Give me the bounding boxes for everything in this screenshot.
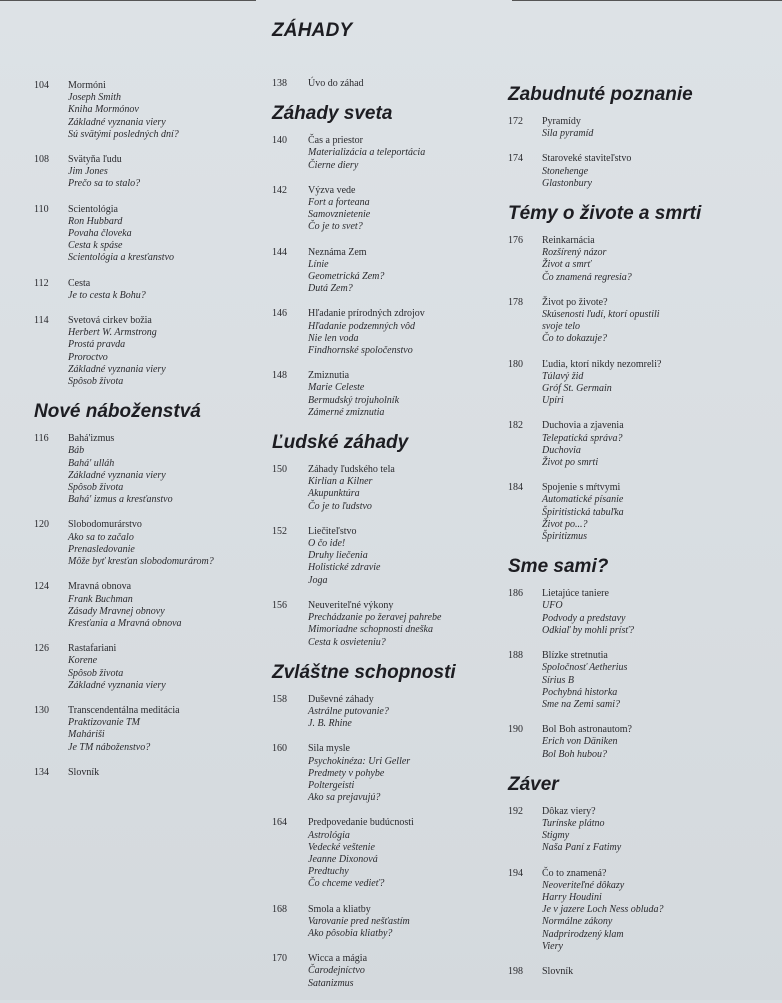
subtopic: Čo chceme vedieť? — [308, 878, 385, 890]
subtopic: Život a smrť — [542, 259, 592, 271]
subtopic: Automatické písanie — [542, 494, 624, 506]
subtopic: Erich von Däniken — [542, 736, 618, 748]
top-rule-left — [0, 0, 256, 1]
subtopic: Astrológia — [308, 829, 350, 841]
subtopic: Sme na Zemi sami? — [542, 698, 621, 710]
chapter-title: Sila mysle — [308, 743, 350, 755]
subtopic: Druhy liečenia — [308, 550, 368, 562]
subtopic: Astrálne putovanie? — [308, 705, 389, 717]
subtopic: Vedecké veštenie — [308, 841, 375, 853]
chapter-title: Svetová cirkev božia — [68, 315, 152, 327]
chapter-title: Zmiznutia — [308, 370, 350, 382]
subtopic: Cesta k spáse — [68, 240, 123, 252]
subtopic: Kirlian a Kilner — [308, 476, 373, 488]
chapter-title: Slobodomurárstvo — [68, 519, 142, 531]
subtopic: Život po...? — [542, 518, 588, 530]
toc-entry — [508, 153, 748, 190]
subtopic: Ron Hubbard — [68, 215, 123, 227]
page-number: 110 — [34, 203, 49, 215]
page-number: 170 — [272, 953, 287, 965]
subtopic: Čo to dokazuje? — [542, 333, 607, 345]
page-number: 158 — [272, 693, 287, 705]
page-title: ZÁHADY — [272, 20, 353, 41]
toc-entry — [272, 953, 504, 990]
page-number: 176 — [508, 235, 523, 247]
subtopic: Základné vyznania viery — [68, 363, 166, 375]
subtopic: Túlavý žid — [542, 370, 584, 382]
toc-entry — [508, 116, 748, 140]
page-number: 146 — [272, 308, 287, 320]
subtopic: Normálne zákony — [542, 916, 613, 928]
chapter-title: Ľudia, ktorí nikdy nezomreli? — [542, 358, 662, 370]
page-number: 178 — [508, 296, 523, 308]
page-number: 150 — [272, 464, 287, 476]
chapter-title: Predpovedanie budúcnosti — [308, 817, 414, 829]
column-2 — [272, 78, 504, 1003]
subtopic: Naša Paní z Fatimy — [542, 842, 622, 854]
subtopic: Holistické zdravie — [308, 562, 381, 574]
subtopic: Podvody a predstavy — [542, 612, 626, 624]
subtopic: Kresťania a Mravná obnova — [68, 617, 182, 629]
toc-entry — [272, 526, 504, 587]
subtopic: Jim Jones — [68, 166, 108, 178]
chapter-title: Svätyňa ľudu — [68, 154, 122, 166]
toc-entry — [508, 868, 748, 953]
subtopic: Bahá' izmus a kresťanstvo — [68, 494, 173, 506]
page-number: 164 — [272, 817, 287, 829]
toc-entry — [34, 433, 264, 506]
toc-entry — [34, 80, 264, 141]
page-number: 188 — [508, 650, 523, 662]
subtopic: Viery — [542, 940, 563, 952]
subtopic: Korene — [68, 655, 98, 667]
subtopic: Satanizmus — [308, 977, 354, 989]
subtopic: Sú svätými posledných dní? — [68, 128, 179, 140]
toc-entry — [34, 154, 264, 191]
subtopic: Glastonbury — [542, 177, 592, 189]
toc-entry — [272, 185, 504, 234]
subtopic: Rozšírený názor — [542, 247, 607, 259]
chapter-title: Lietajúce taniere — [542, 588, 609, 600]
chapter-title: Bol Boh astronautom? — [542, 724, 632, 736]
page-number: 138 — [272, 78, 287, 89]
chapter-title: Wicca a mágia — [308, 953, 368, 965]
subtopic: Akupunktúra — [308, 488, 360, 500]
chapter-title: Mravná obnova — [68, 581, 132, 593]
subtopic: Marie Celeste — [308, 382, 365, 394]
toc-entry — [34, 519, 264, 568]
section-heading: Zabudnuté poznanie — [508, 84, 693, 105]
chapter-title: Čas a priestor — [308, 135, 363, 147]
chapter-title: Staroveké staviteľstvo — [542, 153, 632, 165]
subtopic: Je v jazere Loch Ness obluda? — [542, 904, 664, 916]
subtopic: Bahá' ulláh — [68, 457, 115, 469]
toc-entry — [508, 297, 748, 346]
subtopic: Spôsob života — [68, 376, 124, 388]
page-number: 194 — [508, 867, 523, 879]
toc-entry — [272, 370, 504, 419]
toc-entry — [272, 743, 504, 804]
subtopic: Bol Boh hubou? — [542, 748, 607, 760]
subtopic: Prechádzanie po žeravej pahrebe — [308, 612, 442, 624]
subtopic: Geometrická Zem? — [308, 271, 385, 283]
page-number: 190 — [508, 724, 523, 736]
subtopic: Psychokinéza: Uri Geller — [308, 755, 411, 767]
chapter-title: Výzva vede — [308, 184, 356, 196]
page-number: 148 — [272, 370, 287, 382]
column-3 — [508, 72, 748, 991]
chapter-title: Pyramídy — [542, 116, 581, 127]
chapter-title: Čo to znamená? — [542, 867, 607, 879]
page-number: 168 — [272, 903, 287, 915]
subtopic: Prečo sa to stalo? — [68, 178, 141, 190]
subtopic: Varovanie pred nešťastím — [308, 915, 410, 927]
chapter-title: Spojenie s mŕtvymi — [542, 482, 621, 494]
subtopic: Proroctvo — [68, 351, 108, 363]
subtopic: Praktizovanie TM — [68, 717, 140, 729]
subtopic: Materializácia a teleportácia — [308, 147, 426, 159]
top-rule-right — [512, 0, 782, 1]
subtopic: Základné vyznania viery — [68, 116, 166, 128]
section-heading: Nové náboženstvá — [34, 401, 201, 423]
subtopic: Turínske plátno — [542, 817, 605, 829]
subtopic: Sírius B — [542, 674, 574, 686]
page-number: 104 — [34, 80, 49, 91]
column-1 — [34, 80, 264, 792]
section-heading: Záver — [508, 773, 559, 795]
subtopic: Čo je to svet? — [308, 221, 363, 233]
chapter-title: Bahá'izmus — [68, 433, 115, 445]
subtopic: O čo ide! — [308, 538, 346, 550]
toc-entry — [34, 278, 264, 302]
subtopic: Upíri — [542, 395, 564, 407]
subtopic: Spoločnosť Aetherius — [542, 662, 628, 674]
page-number: 120 — [34, 519, 49, 531]
page-number: 112 — [34, 277, 49, 289]
chapter-title: Dôkaz viery? — [542, 805, 596, 817]
subtopic: Špiritizmus — [542, 531, 588, 543]
toc-entry — [508, 966, 748, 978]
page-number: 156 — [272, 599, 287, 611]
subtopic: Spôsob života — [68, 482, 124, 494]
chapter-title: Hľadanie prírodných zdrojov — [308, 308, 425, 320]
page-number: 130 — [34, 704, 49, 716]
page-number: 140 — [272, 135, 287, 147]
subtopic: Stigmy — [542, 830, 570, 842]
toc-entry — [508, 420, 748, 469]
page-number: 198 — [508, 965, 523, 977]
toc-entry — [508, 724, 748, 761]
subtopic: Prenasledovanie — [68, 543, 135, 555]
toc-entry — [508, 359, 748, 408]
page-number: 186 — [508, 588, 523, 600]
subtopic: Kniha Mormónov — [68, 104, 139, 116]
subtopic: Špiritistická tabuľka — [542, 506, 624, 518]
chapter-title: Slovník — [68, 766, 100, 778]
subtopic: svoje telo — [542, 321, 581, 333]
toc-entry — [34, 315, 264, 388]
subtopic: Bermudský trojuholník — [308, 394, 400, 406]
subtopic: Ako pôsobia kliatby? — [308, 927, 393, 939]
subtopic: Zásady Mravnej obnovy — [68, 605, 165, 617]
subtopic: Odkiaľ by mohli prísť? — [542, 624, 634, 636]
chapter-title: Neuveriteľné výkony — [308, 599, 394, 611]
toc-entry — [272, 817, 504, 890]
page-number: 108 — [34, 154, 49, 166]
subtopic: Zámerné zmiznutia — [308, 406, 385, 418]
toc-entry — [34, 643, 264, 692]
chapter-title: Slovník — [542, 965, 574, 977]
subtopic: Jeanne Dixonová — [308, 853, 378, 865]
subtopic: Je TM náboženstvo? — [68, 741, 151, 753]
section-heading: Témy o živote a smrti — [508, 203, 702, 225]
subtopic: Telepatická správa? — [542, 432, 623, 444]
subtopic: Predmety v pohybe — [308, 767, 385, 779]
toc-entry — [508, 588, 748, 637]
subtopic: Čierne diery — [308, 159, 359, 171]
subtopic: Základné vyznania viery — [68, 469, 166, 481]
subtopic: Pochybná historka — [542, 686, 618, 698]
subtopic: Gróf St. Germain — [542, 383, 612, 395]
toc-entry — [34, 204, 264, 265]
chapter-title: Liečiteľstvo — [308, 525, 357, 537]
chapter-title: Cesta — [68, 277, 91, 289]
chapter-title: Mormóni — [68, 80, 106, 91]
toc-entry — [272, 464, 504, 513]
subtopic: Život po smrti — [542, 457, 599, 469]
subtopic: Základné vyznania viery — [68, 679, 166, 691]
toc-entry — [272, 247, 504, 296]
chapter-title: Reinkarnácia — [542, 235, 595, 247]
page-number: 172 — [508, 116, 523, 127]
subtopic: Skúsenosti ľudí, ktorí opustili — [542, 309, 660, 321]
page-number: 124 — [34, 581, 49, 593]
section-heading: Zvláštne schopnosti — [272, 661, 456, 683]
subtopic: Je to cesta k Bohu? — [68, 289, 146, 301]
page-number: 126 — [34, 643, 49, 655]
page-number: 114 — [34, 315, 49, 327]
subtopic: Neoveriteľné dôkazy — [542, 879, 625, 891]
toc-entry — [508, 482, 748, 543]
section-heading: Záhady sveta — [272, 103, 393, 125]
toc-entry — [34, 705, 264, 754]
subtopic: Povaha človeka — [68, 228, 132, 240]
subtopic: Frank Buchman — [68, 593, 133, 605]
subtopic: Nadprirodzený klam — [542, 928, 624, 940]
subtopic: Ako sa prejavujú? — [308, 792, 381, 804]
toc-entry — [34, 581, 264, 630]
subtopic: Fort a forteana — [308, 197, 370, 209]
subtopic: UFO — [542, 600, 563, 612]
toc-entry — [272, 78, 504, 90]
subtopic: Poltergeisti — [308, 779, 355, 791]
chapter-title: Duchovia a zjavenia — [542, 420, 624, 432]
page-number: 152 — [272, 525, 287, 537]
chapter-title: Úvo do záhad — [308, 78, 364, 89]
subtopic: Harry Houdini — [542, 891, 602, 903]
subtopic: J. B. Rhine — [308, 718, 352, 730]
subtopic: Herbert W. Armstrong — [68, 327, 157, 339]
subtopic: Samovznietenie — [308, 209, 371, 221]
toc-entry — [272, 694, 504, 731]
subtopic: Spôsob života — [68, 667, 124, 679]
page-number: 174 — [508, 153, 523, 165]
toc-entry — [34, 767, 264, 779]
chapter-title: Rastafariani — [68, 643, 117, 655]
subtopic: Línie — [308, 258, 329, 270]
subtopic: Joseph Smith — [68, 92, 122, 104]
page-number: 160 — [272, 743, 287, 755]
subtopic: Predtuchy — [308, 866, 349, 878]
toc-entry — [508, 650, 748, 711]
chapter-title: Transcendentálna meditácia — [68, 704, 180, 716]
subtopic: Čarodejníctvo — [308, 965, 365, 977]
chapter-title: Duševné záhady — [308, 693, 374, 705]
chapter-title: Záhady ľudského tela — [308, 464, 395, 476]
chapter-title: Blízke stretnutia — [542, 650, 608, 662]
chapter-title: Neznáma Zem — [308, 246, 367, 258]
page-number: 134 — [34, 766, 49, 778]
page-number: 192 — [508, 805, 523, 817]
section-heading: Sme sami? — [508, 556, 609, 578]
section-heading: Ľudské záhady — [272, 432, 409, 454]
toc-entry — [508, 806, 748, 855]
toc-entry — [272, 600, 504, 649]
subtopic: Findhornské spoločenstvo — [308, 345, 413, 357]
page-number: 180 — [508, 358, 523, 370]
chapter-title: Scientológia — [68, 203, 118, 215]
subtopic: Prostá pravda — [68, 339, 126, 351]
page-number: 144 — [272, 246, 287, 258]
chapter-title: Život po živote? — [542, 296, 608, 308]
subtopic: Hľadanie podzemných vôd — [308, 320, 415, 332]
subtopic: Ako sa to začalo — [68, 531, 134, 543]
subtopic: Sila pyramíd — [542, 128, 594, 140]
subtopic: Môže byť kresťan slobodomurárom? — [68, 556, 214, 568]
subtopic: Čo je to ľudstvo — [308, 500, 372, 512]
subtopic: Stonehenge — [542, 165, 589, 177]
subtopic: Nie len voda — [308, 332, 359, 344]
subtopic: Dutá Zem? — [308, 283, 353, 295]
page-number: 182 — [508, 420, 523, 432]
subtopic: Cesta k osvieteniu? — [308, 636, 386, 648]
page-number: 116 — [34, 433, 49, 445]
toc-entry — [508, 235, 748, 284]
subtopic: Mimoriadne schopnosti dneška — [308, 624, 433, 636]
toc-entry — [272, 135, 504, 172]
subtopic: Duchovia — [542, 444, 581, 456]
subtopic: Báb — [68, 445, 85, 457]
toc-entry — [272, 904, 504, 941]
toc-entry — [272, 308, 504, 357]
subtopic: Joga — [308, 574, 328, 586]
page-number: 184 — [508, 482, 523, 494]
subtopic: Maháriši — [68, 729, 105, 741]
chapter-title: Smola a kliatby — [308, 903, 371, 915]
page-number: 142 — [272, 184, 287, 196]
subtopic: Scientológia a kresťanstvo — [68, 252, 175, 264]
subtopic: Čo znamená regresia? — [542, 271, 632, 283]
